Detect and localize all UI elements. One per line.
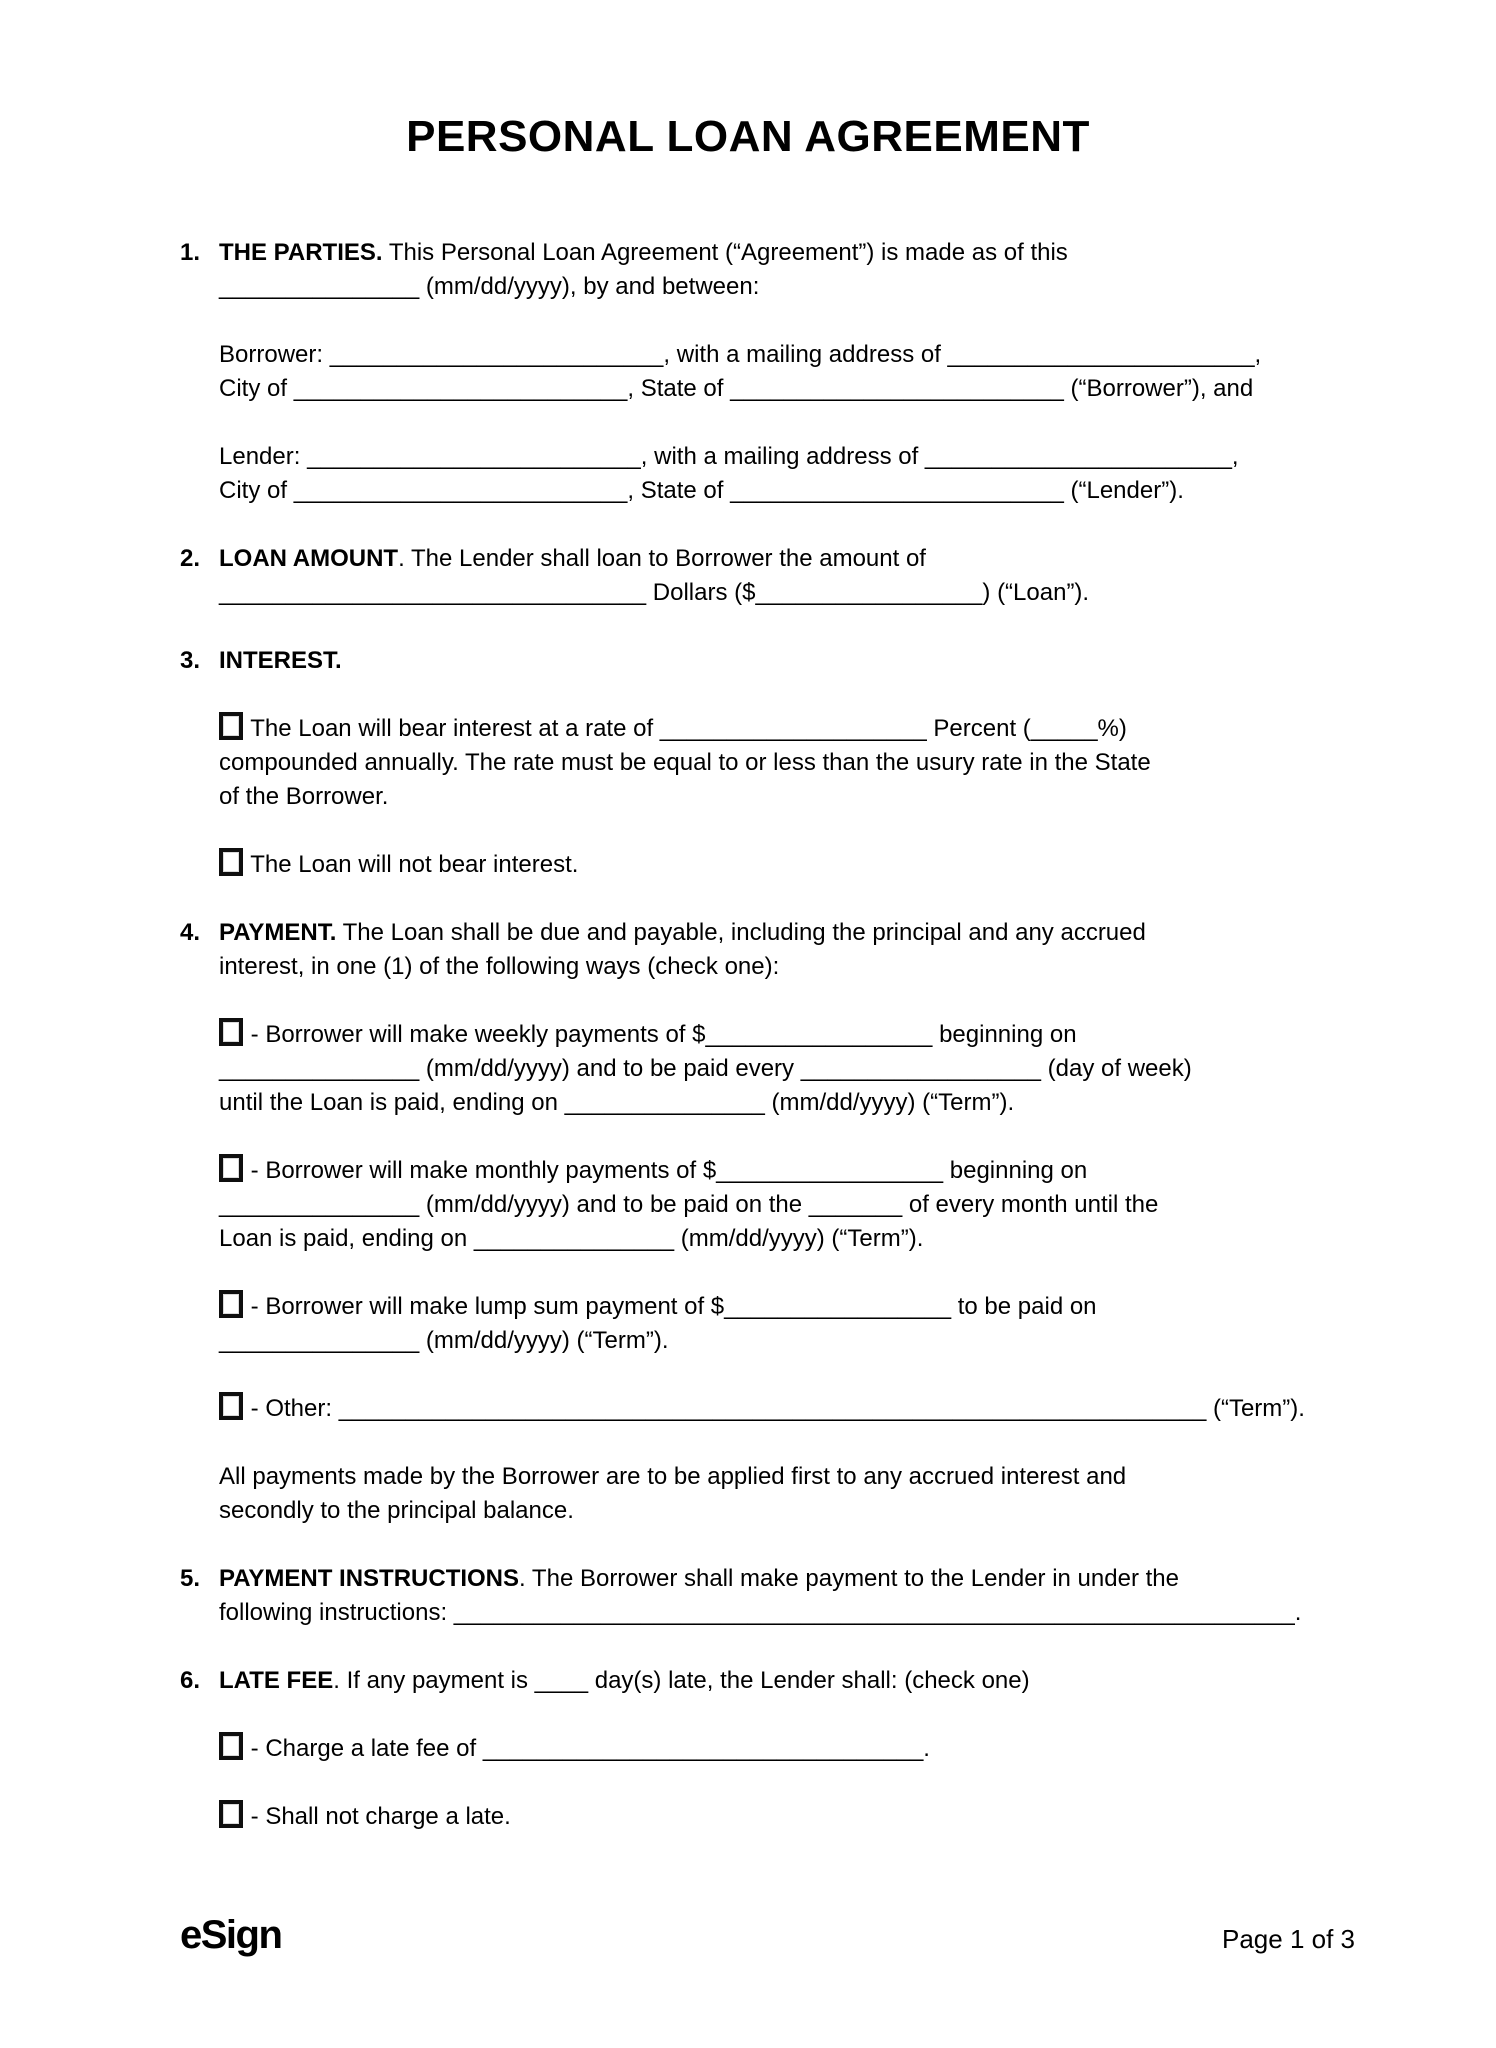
blank-field[interactable]: _______________________________________________________________ [453,1599,1295,1626]
paragraph [180,1392,1376,1426]
text-line [219,1494,1376,1528]
text-run: compounded annually. The rate must be equal to or less than the usury rate in the State [219,749,1151,776]
text-line [219,712,1376,746]
text-line [219,950,1376,984]
text-run: of the Borrower. [219,783,389,810]
numbered-section [180,916,1376,984]
text-line [219,372,1376,406]
text-line [219,1086,1376,1120]
blank-field[interactable]: _______________ [564,1089,765,1116]
blank-field[interactable]: _________________________ [293,375,628,402]
blank-field[interactable]: __________________ [800,1055,1041,1082]
paragraph [180,1732,1376,1766]
text-run: interest, in one (1) of the following ways (check one): [219,953,780,980]
blank-field[interactable]: _________________________ [307,443,641,470]
checkbox[interactable] [219,848,243,876]
page-footer [180,1913,1355,1957]
blank-field[interactable]: _______ [808,1191,903,1218]
text-run: (“Lender”). [1063,477,1184,504]
text-run: beginning on [943,1157,1088,1184]
text-run: following instructions: [219,1599,454,1626]
text-run: (day of week) [1040,1055,1192,1082]
blank-field[interactable]: _________________________ [293,477,628,504]
text-run: This Personal Loan Agreement (“Agreement”) is made as of this [382,239,1068,266]
blank-field[interactable]: _______________ [473,1225,675,1252]
numbered-section [180,1664,1376,1698]
text-run: (mm/dd/yyyy) (“Term”). [674,1225,924,1252]
text-run: The Loan shall be due and payable, including the principal and any accrued [336,919,1146,946]
text-run: , State of [627,375,731,402]
blank-field[interactable]: ____________________ [659,715,927,742]
text-run: , [1231,443,1239,470]
text-run: (“Term”). [1206,1395,1305,1422]
section-number: 1. [180,239,201,266]
numbered-section [180,236,1376,304]
blank-field[interactable]: _____ [1030,715,1098,742]
text-run: Dollars ($ [646,579,756,606]
section-heading: THE PARTIES. [219,239,383,266]
text-line [219,1392,1376,1426]
text-run: All payments made by the Borrower are to be applied first to any accrued interest and [219,1463,1127,1490]
text-run: %) [1097,715,1127,742]
checkbox[interactable] [219,1154,243,1182]
text-run: - Other: [244,1395,339,1422]
text-run: . [923,1735,930,1762]
paragraph [180,848,1376,882]
text-line [219,576,1376,610]
text-run: (mm/dd/yyyy), by and between: [419,273,760,300]
section-number: 6. [180,1667,201,1694]
text-line [219,1460,1376,1494]
text-run: The Loan will bear interest at a rate of [244,715,660,742]
text-line [219,1732,1376,1766]
section-number: 5. [180,1565,201,1592]
blank-field[interactable]: _______________________ [947,341,1255,368]
text-line [219,542,1376,576]
text-run: - Borrower will make monthly payments of $ [244,1157,717,1184]
blank-field[interactable]: _______________ [219,273,420,300]
text-run: beginning on [932,1021,1077,1048]
paragraph [180,440,1376,508]
text-run: (“Borrower”), and [1063,375,1254,402]
text-run: - Borrower will make weekly payments of $ [244,1021,706,1048]
blank-field[interactable]: _________________________________ [482,1735,924,1762]
blank-field[interactable]: _______________ [219,1327,420,1354]
text-run: - Shall not charge a late. [244,1803,511,1830]
paragraph [180,1800,1376,1834]
text-line [219,1154,1376,1188]
paragraph [180,1460,1376,1528]
text-run: of every month until the [902,1191,1159,1218]
text-line [219,916,1376,950]
paragraph [180,712,1376,814]
section-heading: LOAN AMOUNT [219,545,399,572]
section-number: 4. [180,919,201,946]
section-number: 3. [180,647,201,674]
text-line [219,1800,1376,1834]
checkbox[interactable] [219,1392,243,1420]
text-run: . If any payment is [333,1667,535,1694]
paragraph [180,1154,1376,1256]
blank-field[interactable]: _________________________ [329,341,664,368]
text-run: The Loan will not bear interest. [244,851,579,878]
blank-field[interactable]: _______________ [219,1055,420,1082]
text-line [219,236,1376,270]
text-run: . [1294,1599,1302,1626]
section-number: 2. [180,545,201,572]
text-run: ) (“Loan”). [982,579,1090,606]
blank-field[interactable]: _________________ [755,579,983,606]
text-run: Percent ( [926,715,1031,742]
text-run: - Borrower will make lump sum payment of $ [244,1293,725,1320]
text-run: (mm/dd/yyyy) (“Term”). [764,1089,1015,1116]
text-run: , State of [627,477,731,504]
text-line [219,1018,1376,1052]
text-run: day(s) late, the Lender shall: (check one) [588,1667,1030,1694]
numbered-section [180,644,1376,678]
checkbox[interactable] [219,1800,243,1828]
section-heading: LATE FEE [219,1667,334,1694]
text-run: , with a mailing address of [663,341,948,368]
blank-field[interactable]: _________________________ [730,477,1064,504]
text-line [219,780,1376,814]
text-run: , [1254,341,1262,368]
text-run: (mm/dd/yyyy) and to be paid on the [419,1191,809,1218]
page-title: PERSONAL LOAN AGREEMENT [406,112,1090,161]
paragraph [180,1018,1376,1120]
blank-field[interactable]: ____ [534,1667,589,1694]
text-run: City of [219,477,294,504]
text-line [219,1290,1376,1324]
checkbox[interactable] [219,712,243,740]
blank-field[interactable]: _________________________________________________________________ [338,1395,1207,1422]
text-line [219,746,1376,780]
text-line [219,1324,1376,1358]
esign-logo: eSign [180,1913,282,1957]
text-run: . The Borrower shall make payment to the Lender in under the [519,1565,1179,1592]
text-run: Borrower: [219,341,330,368]
blank-field[interactable]: _______________________ [924,443,1232,470]
blank-field[interactable]: _________________ [716,1157,944,1184]
blank-field[interactable]: _________________ [705,1021,933,1048]
text-run: . The Lender shall loan to Borrower the amount of [398,545,926,572]
text-run: - Charge a late fee of [244,1735,483,1762]
text-run: (mm/dd/yyyy) and to be paid every [419,1055,801,1082]
checkbox[interactable] [219,1290,243,1318]
text-line [219,1596,1376,1630]
text-line [219,338,1376,372]
text-line [219,1188,1376,1222]
text-line [219,848,1376,882]
text-line [219,644,1376,678]
blank-field[interactable]: _______________ [219,1191,420,1218]
section-heading: INTEREST. [219,647,342,674]
text-line [219,440,1376,474]
numbered-section [180,1562,1376,1630]
paragraph [180,1290,1376,1358]
text-line [219,1664,1376,1698]
text-line [219,1222,1376,1256]
text-line [219,270,1376,304]
blank-field[interactable]: _________________ [724,1293,952,1320]
text-run: to be paid on [951,1293,1097,1320]
page-number-label: Page 1 of 3 [1222,1924,1355,1954]
paragraph [180,338,1376,406]
text-run: , with a mailing address of [640,443,925,470]
text-run: (mm/dd/yyyy) (“Term”). [419,1327,669,1354]
section-heading: PAYMENT INSTRUCTIONS [219,1565,520,1592]
text-line [219,1052,1376,1086]
blank-field[interactable]: _________________________ [730,375,1064,402]
text-run: until the Loan is paid, ending on [219,1089,565,1116]
numbered-section [180,542,1376,610]
text-run: City of [219,375,294,402]
text-run: Lender: [219,443,308,470]
text-line [219,1562,1376,1596]
checkbox[interactable] [219,1732,243,1760]
checkbox[interactable] [219,1018,243,1046]
section-heading: PAYMENT. [219,919,337,946]
blank-field[interactable]: ________________________________ [219,579,647,606]
text-run: Loan is paid, ending on [219,1225,474,1252]
text-line [219,474,1376,508]
document-body [180,236,1376,1834]
text-run: secondly to the principal balance. [219,1497,574,1524]
